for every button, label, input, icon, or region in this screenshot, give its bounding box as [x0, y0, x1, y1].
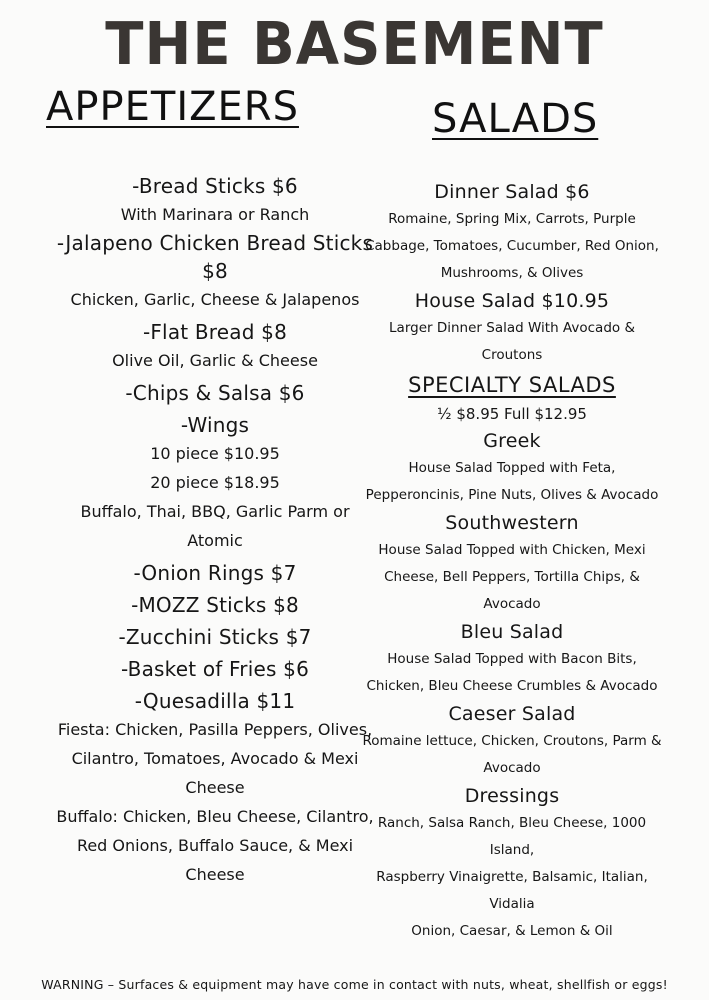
menu-item-dinner-salad: Dinner Salad $6 [434, 181, 590, 203]
quesadilla-buffalo: Buffalo: Chicken, Bleu Cheese, Cilantro, [56, 807, 374, 826]
item-description: Larger Dinner Salad With Avocado & [389, 320, 635, 336]
dressings-list: Onion, Caesar, & Lemon & Oil [411, 923, 613, 939]
item-description: With Marinara or Ranch [120, 205, 310, 224]
appetizers-column [50, 172, 380, 889]
item-description: Chicken, Garlic, Cheese & Jalapenos [70, 290, 360, 309]
menu-item-bleu-salad: Bleu Salad [460, 621, 564, 643]
quesadilla-buffalo: Red Onions, Buffalo Sauce, & Mexi [76, 836, 354, 855]
item-description: Chicken, Bleu Cheese Crumbles & Avocado [366, 678, 658, 694]
wings-flavors: Buffalo, Thai, BBQ, Garlic Parm or [80, 502, 350, 521]
menu-item-wings: -Wings [180, 413, 250, 437]
salads-heading: SALADS [432, 96, 599, 142]
dressings-list: Ranch, Salsa Ranch, Bleu Cheese, 1000 Island, [377, 815, 647, 858]
menu-item-fries: -Basket of Fries $6 [120, 657, 310, 681]
salads-column [362, 178, 662, 945]
menu-item-caeser-salad: Caeser Salad [448, 703, 576, 725]
quesadilla-buffalo: Cheese [185, 865, 245, 884]
allergen-warning: WARNING – Surfaces & equipment may have come in contact with nuts, wheat, shellfish or eggs! [41, 977, 668, 992]
wings-flavors: Atomic [187, 531, 243, 550]
appetizers-heading: APPETIZERS [46, 84, 299, 130]
item-description: Cabbage, Tomatoes, Cucumber, Red Onion, [365, 238, 659, 254]
item-description: Olive Oil, Garlic & Cheese [112, 351, 318, 370]
menu-item-house-salad: House Salad $10.95 [414, 290, 610, 312]
wings-10-piece: 10 piece $10.95 [150, 444, 280, 463]
menu-item-jalapeno-bread-sticks: -Jalapeno Chicken Bread Sticks $8 [56, 231, 374, 283]
quesadilla-fiesta: Cheese [185, 778, 245, 797]
item-description: Avocado [483, 760, 541, 776]
item-description: Romaine, Spring Mix, Carrots, Purple [388, 211, 636, 227]
menu-item-southwestern: Southwestern [445, 512, 579, 534]
item-description: House Salad Topped with Feta, [408, 460, 616, 476]
dressings-list: Raspberry Vinaigrette, Balsamic, Italian, Vidalia [376, 869, 648, 912]
item-description: Pepperoncinis, Pine Nuts, Olives & Avocado [365, 487, 659, 503]
menu-item-flat-bread: -Flat Bread $8 [142, 320, 288, 344]
quesadilla-fiesta: Fiesta: Chicken, Pasilla Peppers, Olives, [57, 720, 373, 739]
menu-item-mozz-sticks: -MOZZ Sticks $8 [131, 593, 299, 617]
item-description: Romaine lettuce, Chicken, Croutons, Parm & [362, 733, 662, 749]
specialty-price: ½ $8.95 Full $12.95 [437, 405, 587, 423]
item-description: Avocado [483, 596, 541, 612]
menu-title: THE BASEMENT [105, 10, 604, 79]
menu-item-greek: Greek [483, 430, 541, 452]
wings-20-piece: 20 piece $18.95 [150, 473, 280, 492]
item-description: Mushrooms, & Olives [440, 265, 584, 281]
menu-item-quesadilla: -Quesadilla $11 [134, 689, 296, 713]
item-description: Cheese, Bell Peppers, Tortilla Chips, & [384, 569, 640, 585]
dressings-heading: Dressings [464, 785, 560, 807]
quesadilla-fiesta: Cilantro, Tomatoes, Avocado & Mexi [71, 749, 359, 768]
menu-item-zucchini-sticks: -Zucchini Sticks $7 [118, 625, 312, 649]
menu-item-onion-rings: -Onion Rings $7 [133, 561, 297, 585]
menu-item-chips-salsa: -Chips & Salsa $6 [125, 381, 305, 405]
item-description: House Salad Topped with Chicken, Mexi [378, 542, 646, 558]
specialty-salads-heading: SPECIALTY SALADS [408, 373, 616, 397]
item-description: Croutons [481, 347, 543, 363]
item-description: House Salad Topped with Bacon Bits, [387, 651, 637, 667]
menu-item-bread-sticks: -Bread Sticks $6 [132, 174, 298, 198]
